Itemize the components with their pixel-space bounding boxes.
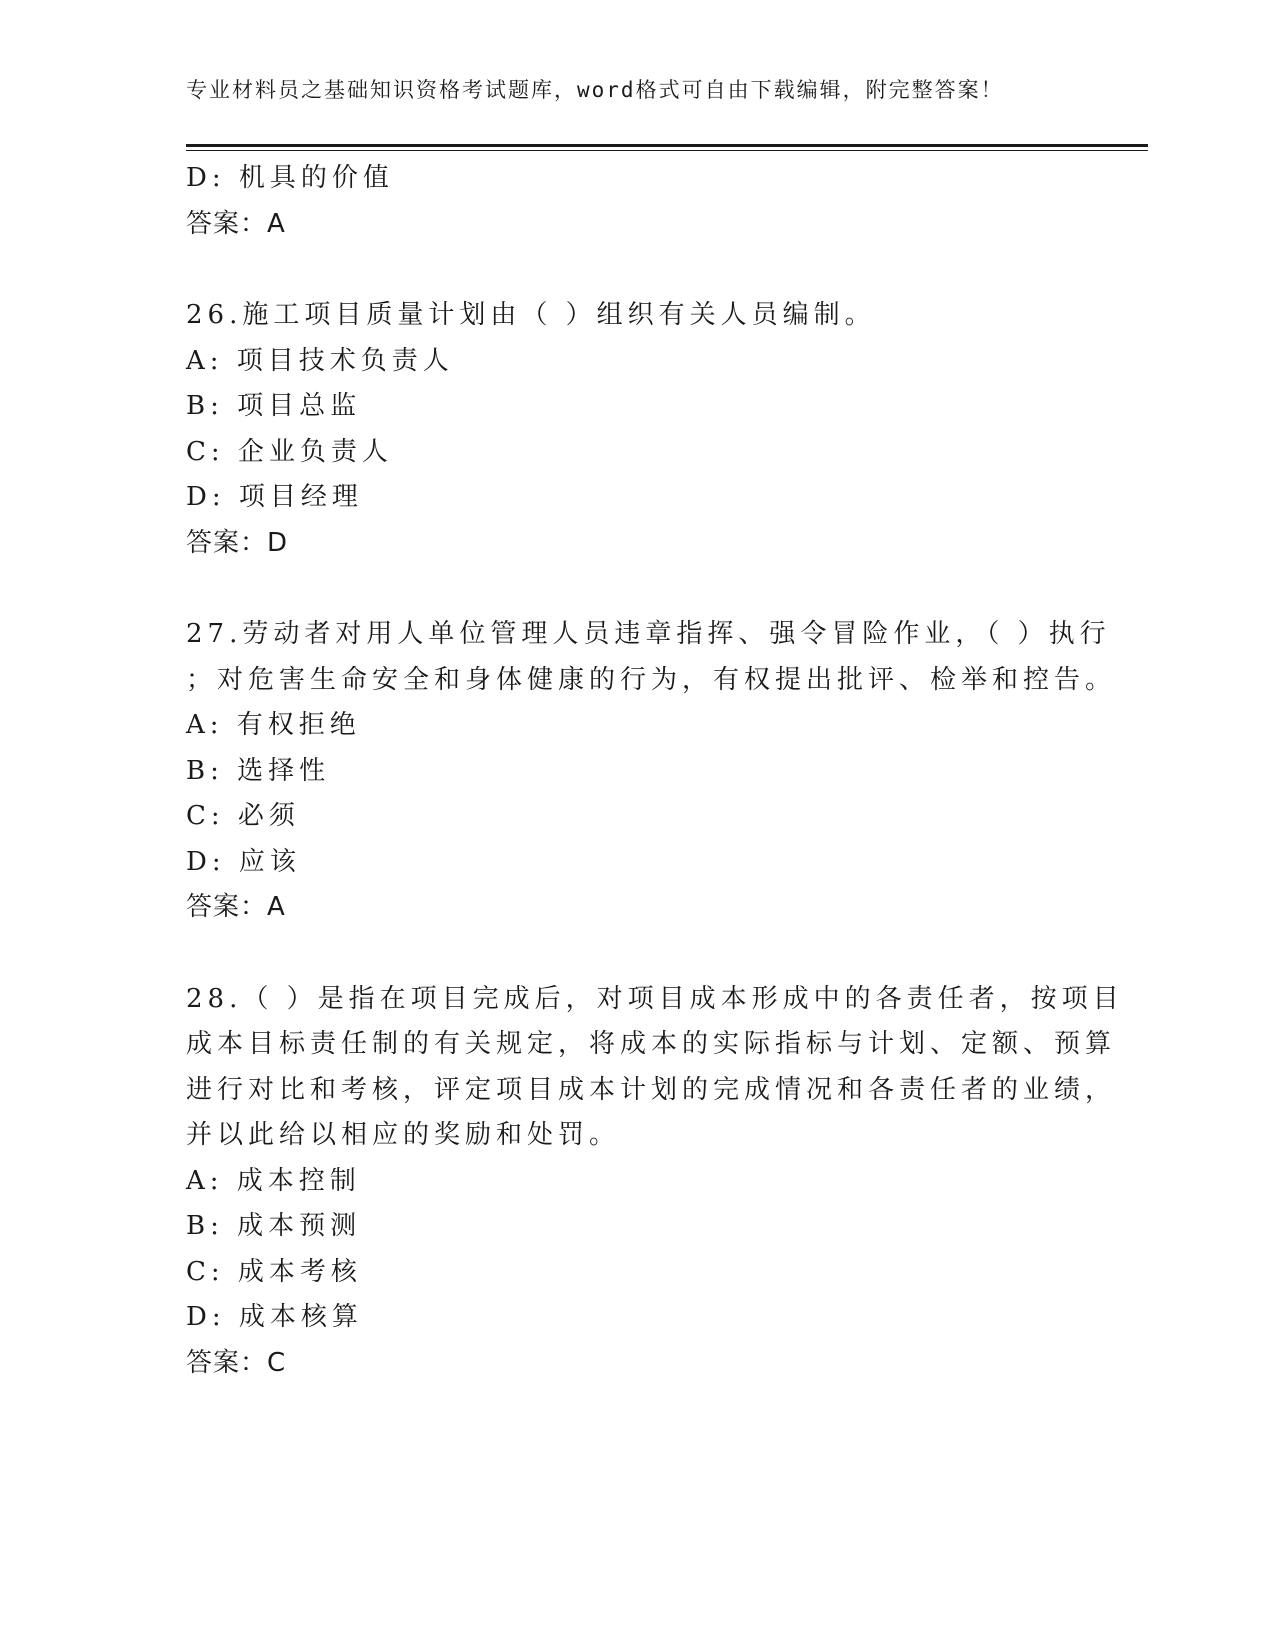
- question-stem: ；对危害生命安全和身体健康的行为，有权提出批评、检举和控告。: [186, 664, 1117, 695]
- spacer: [186, 931, 1086, 977]
- question-stem: 27.劳动者对用人单位管理人员违章指挥、强令冒险作业，（ ）执行: [186, 619, 1111, 649]
- question-stem: 进行对比和考核，评定项目成本计划的完成情况和各责任者的业绩，: [186, 1074, 1117, 1105]
- question-stem: 并以此给以相应的奖励和处罚。: [186, 1120, 621, 1150]
- option-b: B: 项目总监: [186, 391, 362, 421]
- answer: 答案：C: [186, 1347, 287, 1378]
- question-28: [186, 977, 1124, 1387]
- option-b: B: 成本预测: [186, 1211, 362, 1241]
- answer: 答案：A: [186, 892, 286, 922]
- spacer: [186, 247, 1086, 293]
- document-body: [186, 156, 1124, 1386]
- option-a: A: 项目技术负责人: [186, 345, 454, 376]
- option-a: A: 成本控制: [186, 1165, 361, 1196]
- option-b: B: 选择性: [186, 755, 331, 786]
- question-27: [186, 612, 1117, 931]
- option-c: C: 企业负责人: [186, 436, 393, 467]
- option-c: C: 必须: [186, 801, 300, 831]
- carryover-answer: 答案：A: [186, 208, 286, 239]
- option-d: D: 项目经理: [186, 482, 363, 512]
- option-d: D: 应该: [186, 846, 301, 877]
- question-stem: 28.（ ）是指在项目完成后，对项目成本形成中的各责任者，按项目: [186, 983, 1124, 1014]
- option-c: C: 成本考核: [186, 1256, 362, 1287]
- question-stem: 26.施工项目质量计划由（ ）组织有关人员编制。: [186, 300, 876, 330]
- question-26: [186, 293, 1086, 566]
- header-divider-thin: [186, 150, 1148, 151]
- spacer: [186, 566, 1086, 612]
- header-divider-thick: [186, 144, 1148, 147]
- question-stem: 成本目标责任制的有关规定，将成本的实际指标与计划、定额、预算: [186, 1029, 1117, 1059]
- page-header: 专业材料员之基础知识资格考试题库，word格式可自由下载编辑，附完整答案！: [186, 78, 1004, 102]
- carryover-option-d: D: 机具的价值: [186, 163, 394, 193]
- option-a: A: 有权拒绝: [186, 710, 361, 740]
- answer: 答案：D: [186, 527, 289, 558]
- option-d: D: 成本核算: [186, 1302, 363, 1332]
